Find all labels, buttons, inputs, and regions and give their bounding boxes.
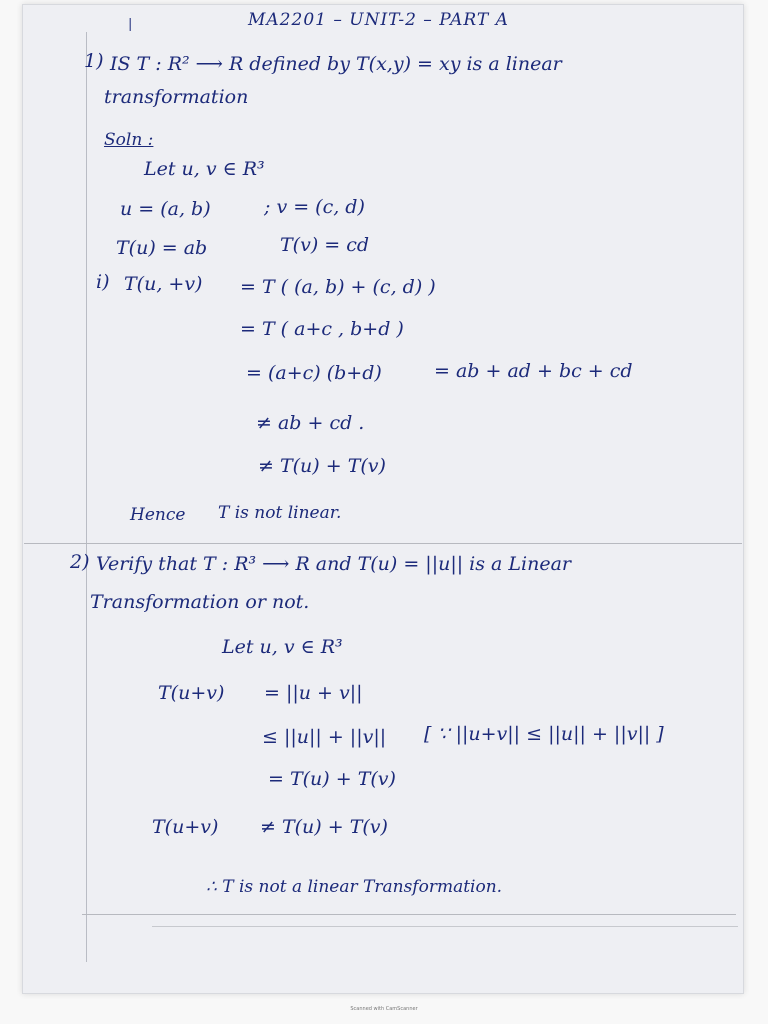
solution-2-line-2: ≤ ||u|| + ||v||	[262, 726, 387, 748]
solution-1-let: Let u, v ∈ R³	[144, 158, 265, 180]
solution-1-label: Soln :	[104, 130, 154, 150]
notebook-page	[22, 4, 744, 994]
t-of-v: T(v) = cd	[280, 234, 370, 256]
question-2-number: 2)	[70, 551, 90, 573]
conclusion-1: T is not linear.	[218, 503, 342, 523]
solution-2-line-4: ≠ T(u) + T(v)	[260, 816, 388, 838]
solution-2-line-3: = T(u) + T(v)	[268, 768, 396, 790]
step-line-3-expanded: = ab + ad + bc + cd	[434, 360, 633, 382]
step-line-4: ≠ ab + cd .	[256, 412, 365, 434]
triangle-inequality-note: [ ∵ ||u+v|| ≤ ||u|| + ||v|| ]	[424, 723, 664, 745]
question-1-text-cont: transformation	[104, 86, 249, 108]
u-definition: u = (a, b)	[120, 198, 211, 220]
page-title: MA2201 – UNIT-2 – PART A	[248, 10, 509, 30]
question-1-text: IS T : R² ⟶ R defined by T(x,y) = xy is a linear	[110, 53, 562, 75]
solution-2-line-1: = ||u + v||	[264, 682, 363, 704]
margin-line	[86, 32, 87, 962]
solution-2-lhs-2: T(u+v)	[152, 816, 219, 838]
step-line-5: ≠ T(u) + T(v)	[258, 455, 386, 477]
section-divider	[24, 543, 742, 544]
scanner-watermark: Scanned with CamScanner	[350, 1006, 418, 1012]
question-1-number: 1)	[84, 50, 104, 72]
solution-2-let: Let u, v ∈ R³	[222, 636, 343, 658]
question-2-text-cont: Transformation or not.	[90, 591, 310, 613]
page-end-rule	[82, 914, 736, 915]
conclusion-2: ∴ T is not a linear Transformation.	[206, 877, 503, 897]
step-lhs: T(u, +v)	[124, 273, 203, 295]
page-end-rule-2	[152, 926, 738, 927]
t-of-u: T(u) = ab	[116, 237, 208, 259]
step-line-3: = (a+c) (b+d)	[246, 362, 382, 384]
v-definition: ; v = (c, d)	[264, 196, 365, 218]
hence-label: Hence	[130, 505, 186, 525]
step-number: i)	[96, 271, 110, 293]
question-2-text: Verify that T : R³ ⟶ R and T(u) = ||u|| is a Linear	[96, 553, 571, 575]
step-line-2: = T ( a+c , b+d )	[240, 318, 404, 340]
solution-2-lhs-1: T(u+v)	[158, 682, 225, 704]
header-tick: |	[128, 17, 134, 32]
step-line-1: = T ( (a, b) + (c, d) )	[240, 276, 436, 298]
